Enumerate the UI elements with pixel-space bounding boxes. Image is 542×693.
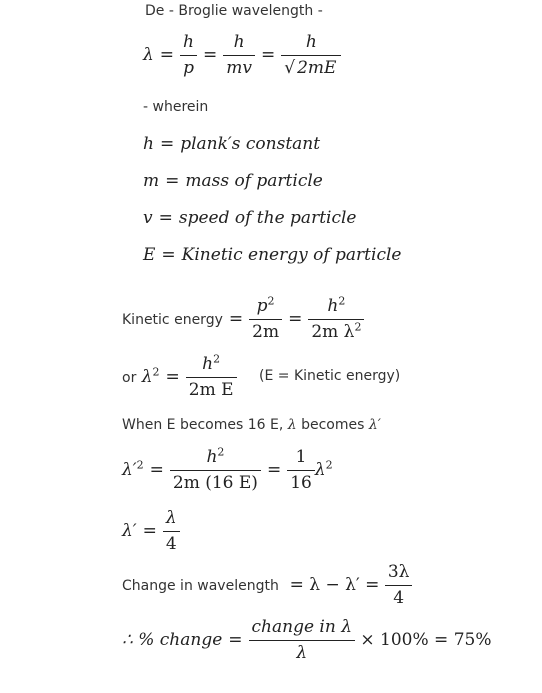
lambda-squared-equation: or $\lambda^2$ = $\frac{h^2}{\text{2m E}}$ (122, 356, 237, 399)
percent-change-equation: ∴ % change = $\frac{\text{change in λ}}{\lambda}$ × 100% = 75% (122, 617, 492, 663)
de-broglie-formula: λ = $\frac{h}{p}$ = $\frac{h}{mv}$ = $\frac{h}{√ 2mE}$ (143, 34, 341, 77)
definition-m: m = mass of particle (143, 171, 323, 191)
definition-e: E = Kinetic energy of particle (143, 245, 402, 265)
lambda-prime-squared-equation: $\lambda'^2$ = $\frac{h^2}{2m (16 E)}$ = $\frac{1}{16}$ $\lambda^2$ (122, 445, 333, 493)
lambda-prime-equation: λ′ = $\frac{\lambda}{4}$ (122, 510, 180, 553)
wherein-label: - wherein (143, 99, 209, 115)
kinetic-energy-equation: Kinetic energy = $\frac{p^2}{2m}$ = $\frac{h^2}{2m \lambda^2}$ (122, 298, 364, 341)
change-in-wavelength-equation: Change in wavelength = λ − λ′ = $\frac{3\lambda}{4}$ (122, 564, 412, 607)
kinetic-energy-note: (E = Kinetic energy) (259, 368, 401, 384)
heading: De - Broglie wavelength - (145, 3, 323, 19)
definition-h: h = plank′s constant (143, 134, 321, 154)
when-line: When E becomes 16 E, λ becomes λ′ (122, 417, 381, 433)
definition-v: v = speed of the particle (143, 208, 357, 228)
